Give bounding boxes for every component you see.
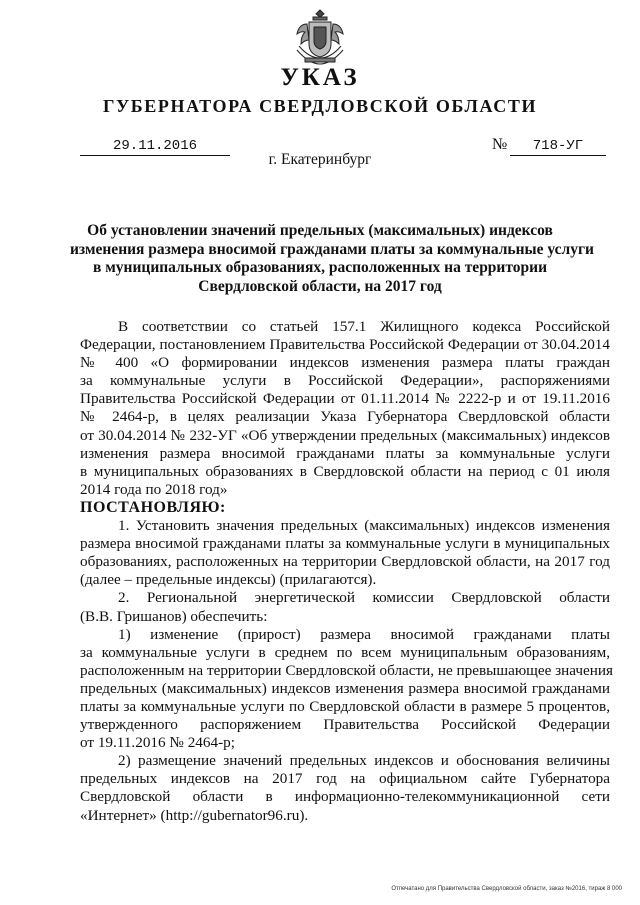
text-line: предельных (максимальных) индексов изменения размера вносимой гражданами — [80, 679, 610, 697]
text-line: 1. Установить значения предельных (максимальных) индексов изменения — [118, 517, 610, 535]
text-line: утвержденного распоряжением Правительства Российской Федерации — [80, 716, 610, 734]
text-line: (В.В. Гришанов) обеспечить: — [80, 607, 268, 625]
item-2-1-paragraph — [80, 625, 614, 753]
preamble-paragraph — [80, 318, 610, 499]
text-line: от 30.04.2014 № 232-УГ «Об утверждении предельных (максимальных) индексов — [80, 426, 610, 444]
item-2-2-paragraph — [80, 752, 610, 824]
item-1-paragraph — [80, 517, 610, 589]
text-line: предельных индексов на 2017 год на официальном сайте Губернатора — [80, 770, 610, 788]
number-sign: № — [492, 136, 508, 153]
text-line: за коммунальные услуги в Российской Федерации», распоряжениями — [80, 372, 610, 390]
subject-line: Свердловской области, на 2017 год — [198, 277, 442, 295]
document-body — [80, 318, 614, 825]
text-line: В соответствии со статьей 157.1 Жилищного кодекса Российской — [118, 318, 610, 335]
document-subject — [70, 222, 594, 296]
text-line: изменения размера вносимой гражданами платы за коммунальные услуги — [80, 444, 610, 462]
text-line: платы за коммунальные услуги по Свердловской области в размере 5 процентов, — [80, 697, 610, 715]
text-line: Федерации, постановлением Правительства Российской Федерации от 30.04.2014 — [80, 336, 610, 354]
resolve-heading: ПОСТАНОВЛЯЮ: — [80, 498, 226, 516]
document-issuer: ГУБЕРНАТОРА СВЕРДЛОВСКОЙ ОБЛАСТИ — [102, 96, 538, 116]
text-line: 2) размещение значений предельных индексов и обоснования величины — [118, 752, 610, 770]
print-footer: Отпечатано для Правительства Свердловской области, заказ №2016, тираж 8 000 — [391, 886, 622, 892]
coat-of-arms-emblem — [291, 8, 349, 68]
text-line: расположенным на территории Свердловской области, не превышающее значения — [80, 661, 614, 679]
text-line: № 400 «О формировании индексов изменения размера платы граждан — [80, 354, 610, 372]
text-line: Свердловской области в информационно-телекоммуникационной сети — [80, 788, 610, 806]
document-title: УКАЗ — [280, 64, 360, 91]
text-line: в муниципальных образованиях в Свердловской области на период с 01 июля — [80, 462, 610, 480]
subject-line: изменения размера вносимой гражданами платы за коммунальные услуги — [70, 240, 594, 258]
text-line: образованиях, расположенных на территории Свердловской области, на 2017 год — [80, 553, 610, 571]
subject-line: в муниципальных образованиях, расположенных на территории — [92, 259, 548, 277]
text-line: Правительства Российской Федерации от 01.11.2014 № 2222-р и от 19.11.2016 — [80, 390, 610, 408]
subject-line: Об установлении значений предельных (максимальных) индексов — [87, 222, 553, 239]
text-line: 1) изменение (прирост) размера вносимой гражданами платы — [118, 625, 610, 643]
text-line: размера вносимой гражданами платы за коммунальные услуги в муниципальных — [80, 535, 610, 553]
text-line: за коммунальные услуги в среднем по всем муниципальным образованиям, — [80, 643, 610, 661]
text-line: от 19.11.2016 № 2464-р; — [80, 734, 235, 752]
text-line: 2. Региональной энергетической комиссии Свердловской области — [118, 589, 610, 607]
text-line: 2014 года по 2018 год» — [80, 480, 228, 498]
document-city: г. Екатеринбург — [268, 151, 372, 168]
document-date: 29.11.2016 — [80, 137, 230, 156]
text-line: № 2464-р, в целях реализации Указа Губернатора Свердловской области — [80, 408, 610, 426]
text-line: «Интернет» (http://gubernator96.ru). — [80, 806, 309, 824]
document-number: 718-УГ — [510, 137, 606, 156]
item-2-paragraph — [80, 589, 610, 625]
text-line: (далее – предельные индексы) (прилагаются). — [80, 571, 377, 589]
